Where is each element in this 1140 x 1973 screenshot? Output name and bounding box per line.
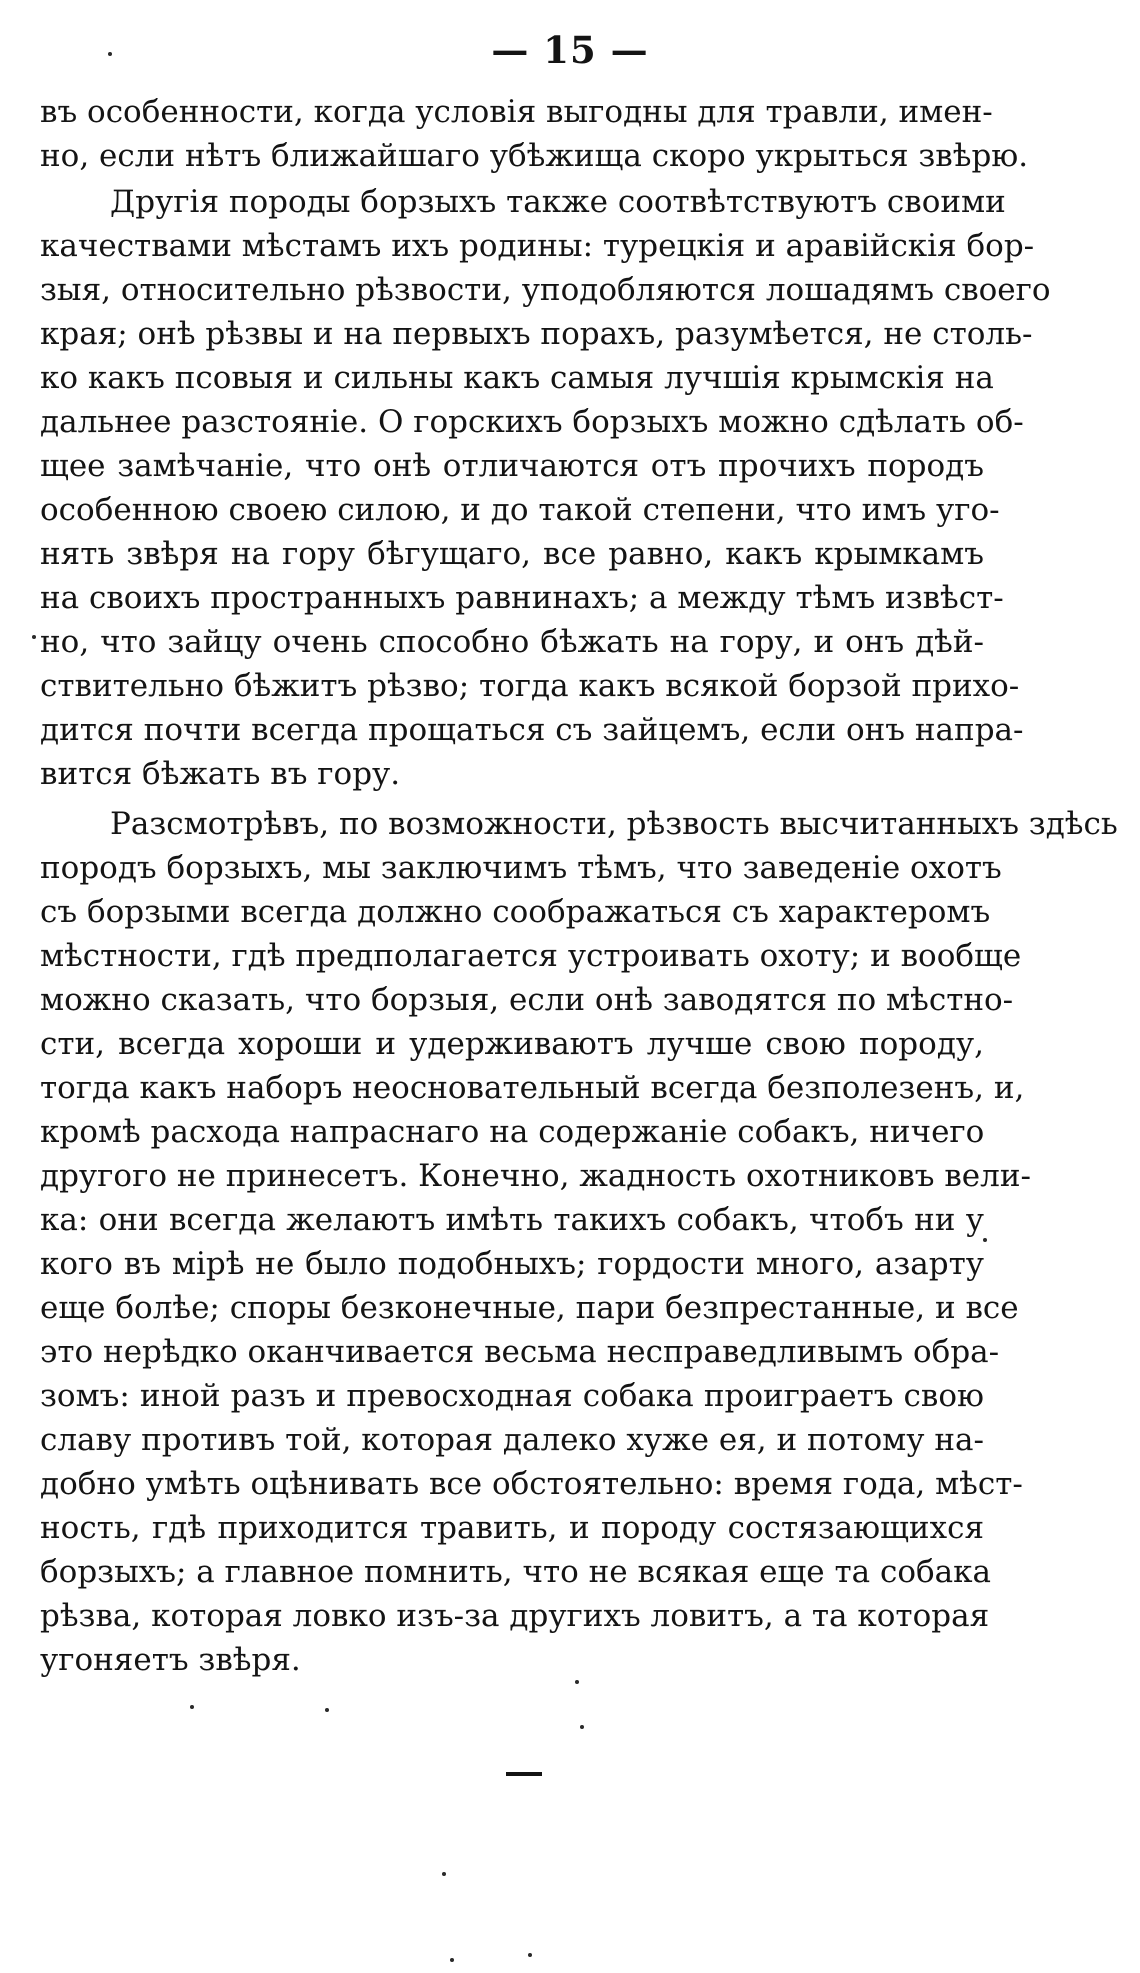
text-line: качествами мѣстамъ ихъ родины: турецкія и аравійскія бор- (40, 228, 1035, 264)
scan-speck (442, 1872, 446, 1876)
text-line: кромѣ расхода напраснаго на содержаніе собакъ, ничего (40, 1114, 985, 1150)
text-line: нять звѣря на гору бѣгущаго, все равно, какъ крымкамъ (40, 536, 984, 572)
scan-speck (450, 1958, 454, 1962)
text-line: особенною своею силою, и до такой степени, что имъ уго- (40, 492, 1000, 528)
text-line: тогда какъ наборъ неосновательный всегда безполезенъ, и, (40, 1070, 1025, 1106)
scan-speck (325, 1708, 329, 1712)
text-line: Разсмотрѣвъ, по возможности, рѣзвость высчитанныхъ здѣсь (110, 806, 1118, 842)
text-line: дится почти всегда прощаться съ зайцемъ, если онъ напра- (40, 712, 1024, 748)
text-line: вится бѣжать въ гору. (40, 756, 401, 792)
scan-speck (575, 1680, 579, 1684)
scan-speck (32, 635, 36, 639)
text-line: Другія породы борзыхъ также соотвѣтствуютъ своими (110, 184, 1006, 220)
page-number: — 15 — (491, 28, 649, 72)
text-line: можно сказать, что борзыя, если онѣ заводятся по мѣстно- (40, 982, 1014, 1018)
scan-speck (190, 1705, 194, 1709)
text-line: ка: они всегда желаютъ имѣть такихъ собакъ, чтобъ ни у (40, 1202, 984, 1238)
text-line: еще болѣе; споры безконечные, пари безпрестанные, и все (40, 1290, 1019, 1326)
text-line: щее замѣчаніе, что онѣ отличаются отъ прочихъ породъ (40, 448, 984, 484)
scan-speck (580, 1725, 584, 1729)
text-line: края; онѣ рѣзвы и на первыхъ порахъ, разумѣется, не столь- (40, 316, 1033, 352)
text-line: но, что зайцу очень способно бѣжать на гору, и онъ дѣй- (40, 624, 984, 660)
text-line: другого не принесетъ. Конечно, жадность охотниковъ вели- (40, 1158, 1031, 1194)
text-line: ствительно бѣжитъ рѣзво; тогда какъ всякой борзой прихо- (40, 668, 1020, 704)
text-line: на своихъ пространныхъ равнинахъ; а между тѣмъ извѣст- (40, 580, 1004, 616)
scan-speck (528, 1953, 532, 1957)
text-line: породъ борзыхъ, мы заключимъ тѣмъ, что заведеніе охотъ (40, 850, 1002, 886)
text-line: въ особенности, когда условія выгодны для травли, имен- (40, 94, 993, 130)
scan-speck (983, 1238, 987, 1242)
text-line: дальнее разстояніе. О горскихъ борзыхъ можно сдѣлать об- (40, 404, 1024, 440)
text-line: мѣстности, гдѣ предполагается устроивать охоту; и вообще (40, 938, 1022, 974)
text-line: съ борзыми всегда должно соображаться съ характеромъ (40, 894, 991, 930)
text-line: но, если нѣтъ ближайшаго убѣжища скоро укрыться звѣрю. (40, 138, 1029, 174)
scan-speck (108, 52, 112, 56)
text-line: зыя, относительно рѣзвости, уподобляются лошадямъ своего (40, 272, 1051, 308)
text-line: ко какъ псовыя и сильны какъ самыя лучшія крымскія на (40, 360, 994, 396)
text-line: славу противъ той, которая далеко хуже ея, и потому на- (40, 1422, 984, 1458)
text-line: ность, гдѣ приходится травить, и породу состязающихся (40, 1510, 984, 1546)
text-line: это нерѣдко оканчивается весьма несправедливымъ обра- (40, 1334, 1000, 1370)
text-line: кого въ мірѣ не было подобныхъ; гордости много, азарту (40, 1246, 984, 1282)
text-line: добно умѣть оцѣнивать все обстоятельно: время года, мѣст- (40, 1466, 1023, 1502)
text-line: борзыхъ; а главное помнить, что не всякая еще та собака (40, 1554, 992, 1590)
text-line: сти, всегда хороши и удерживаютъ лучше свою породу, (40, 1026, 984, 1062)
text-line: зомъ: иной разъ и превосходная собака проиграетъ свою (40, 1378, 984, 1414)
end-rule (506, 1772, 542, 1776)
text-line: рѣзва, которая ловко изъ-за другихъ ловитъ, а та которая (40, 1598, 990, 1634)
text-line: угоняетъ звѣря. (40, 1642, 301, 1678)
